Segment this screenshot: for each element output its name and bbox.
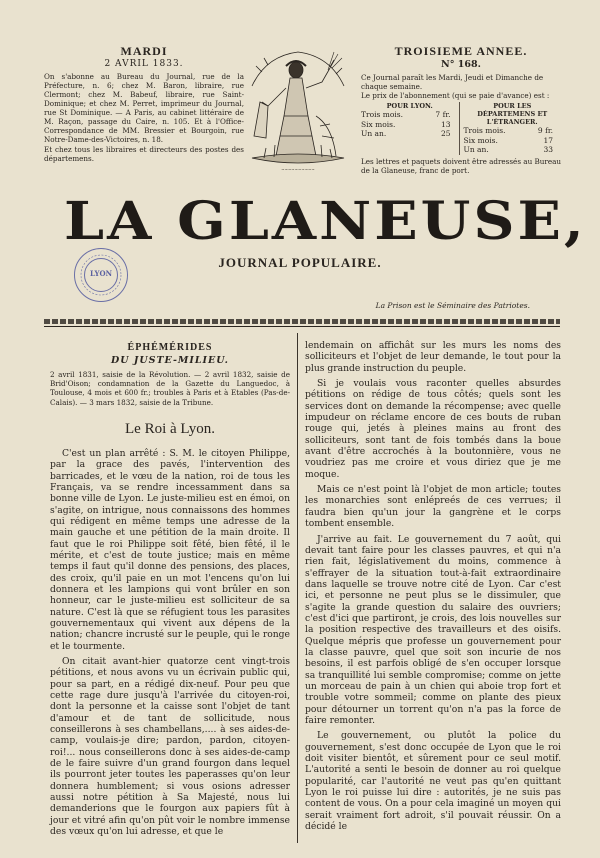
price-head-lyon: POUR LYON. <box>386 102 433 110</box>
ephemerides-subtitle: DU JUSTE-MILIEU. <box>111 355 229 366</box>
article-title: Le Roi à Lyon. <box>125 420 215 437</box>
price-column-departements <box>459 102 562 155</box>
article-body-right <box>305 340 561 832</box>
ornamental-rule <box>44 319 560 324</box>
price-intro: Le prix de l'abonnement (qui se paie d'avance) est : <box>361 91 550 100</box>
article-paragraph: Mais ce n'est point là l'objet de mon article; toutes les monarchies sont enlépreés de ces verrues; il faudra bien qu'un jour la gangrène et le corps tombent ensemble. <box>305 484 561 530</box>
price-column-lyon <box>361 102 459 155</box>
header-left <box>44 44 244 163</box>
article-paragraph: lendemain on affichât sur les murs les noms des solliciteurs et l'objet de leur demande, le tout pour la plus grande instruction du peuple. <box>305 340 561 374</box>
issue-year: TROISIEME ANNEE. <box>394 44 528 58</box>
price-head-departements: POUR LES DÉPARTEMENS ET L'ÉTRANGER. <box>477 102 548 126</box>
price-row: Un an. 25 <box>361 129 451 138</box>
right-column <box>305 340 561 836</box>
header-right <box>361 44 561 175</box>
column-divider <box>297 333 298 843</box>
svg-text:~~~~~~~~~~: ~~~~~~~~~~ <box>281 167 315 172</box>
library-stamp <box>74 248 128 302</box>
article-paragraph: Le gouvernement, ou plutôt la police du gouvernement, s'est donc occupée de Lyon que le roi doit visiter bientôt, et sûrement pour ce seul motif. L'autorité a senti le besoin de donner au roi quelque popularité, car l'autorité ne veut pas qu'en quittant Lyon le roi puisse lui dire : autorités, je ne suis pas content de vous. On a pour cela imaginé un moyen qui serait vraiment fort adroit, s'il pouvait réussir. On a décidé le <box>305 730 561 833</box>
issue-number: N° 168. <box>441 59 481 70</box>
publication-schedule: Ce Journal paraît les Mardi, Jeudi et Dimanche de chaque semaine. <box>361 73 544 91</box>
newspaper-title: LA GLANEUSE, <box>64 190 587 252</box>
price-row: Six mois. 17 <box>463 135 553 145</box>
article-body-left <box>50 448 290 838</box>
article-paragraph: On citait avant-hier quatorze cent vingt-trois pétitions, et nous avons vu un écrivain public qui, pour sa part, en a rédigé dix-neuf. Pour peu que cette rage dure jusqu'à l'arrivée du citoyen-roi, dont la personne et la caisse sont l'objet de tant d'amour et de tant de sollicitude, nous conseillerons à ses chambellans,.... à ses aides-de-camp, voulais-je dire; pardon, pardon, citoyen-roi!... nous conseillerons donc à ses aides-de-camp de le faire suivre d'un grand fourgon dans lequel ils pourront jeter toutes les paperasses qu'on leur donnera humblement; si vous osions adresser aussi notre pétition à Sa Majesté, nous lui demanderions que le fourgon aux papiers fût à jour et vitré afin qu'on pût voir le nombre immense des vœux qu'on lui adresse, et que le <box>50 656 290 838</box>
gleaner-vignette-illustration <box>246 46 350 174</box>
price-row: Trois mois. 9 fr. <box>463 126 553 135</box>
divider-line <box>44 326 560 327</box>
price-row: Un an. 33 <box>463 145 553 154</box>
ephemerides-text: 2 avril 1831, saisie de la Révolution. — 2 avril 1832, saisie de Brid'Oison; condamnation de la Gazette du Languedoc, à Toulouse, 4 mois et 600 fr.; troubles à Paris et à Etables (Pas-de-Calais). — 3 mars 1832, saisie de la Tribune. <box>50 370 290 407</box>
issue-day: MARDI <box>120 44 168 58</box>
newspaper-subtitle: JOURNAL POPULAIRE. <box>218 255 382 270</box>
article-paragraph: Si je voulais vous raconter quelles absurdes pétitions on rédige de tous côtés; quels sont les services dont on demande la récompense; avec quelle impudeur on réclame encore de ces bouts de ruban rouge qui, jetés à pleines mains au front des solliciteurs, sont tant de fois tombés dans la boue avant d'être accrochés à la boutonnière, vous ne voudriez pas me croire et vous diriez que je me moque. <box>305 378 561 480</box>
ephemerides-title: ÉPHÉMÉRIDES <box>127 342 213 353</box>
article-paragraph: C'est un plan arrêté : S. M. le citoyen Philippe, par la grace des pavés, l'intervention des barricades, et le vœu de la nation, roi de tous les Français, va se rendre incessamment dans sa bonne ville de Lyon. Le juste-milieu est en émoi, on s'agite, on intrigue, nous connaissons des hommes qui rédigent en même temps une adresse de la main gauche et une pétition de la main droite. Il faut que le roi Philippe soit fêté, bien fêté, il le mérite, et c'est de toute justice; mais en même temps il faut qu'il donne des pensions, des places, des croix, qu'il paie en un mot l'encens qu'on lui donnera et les lampions qui vont brûler en son honneur, car le juste-milieu est solliciteur de sa nature. C'est là que se réfugient tous les parasites gouvernementaux qui vivent aux dépens de la nation; chancre incrusté sur le peuple, qui le ronge et le tourmente. <box>50 447 290 652</box>
stamp-text: LYON <box>90 269 112 278</box>
left-column <box>50 342 290 842</box>
price-row: Trois mois. 7 fr. <box>361 110 451 119</box>
price-row: Six mois. 13 <box>361 119 451 129</box>
issue-date: 2 AVRIL 1833. <box>104 59 184 69</box>
booksellers-info: Et chez tous les libraires et directeurs des postes des départemens. <box>44 145 244 163</box>
price-table <box>361 102 561 155</box>
article-paragraph: J'arrive au fait. Le gouvernement du 7 août, qui devait tant faire pour les classes pauvres, et qui n'a rien fait, législativement du moins, commence à s'effrayer de la situation tout-à-fait extraordinaire dans laquelle se trouve notre cité de Lyon. Car c'est ici, et personne ne peut plus se le dissimuler, que s'agite la grande question du salaire des ouvriers; c'est d'ici que partiront, je crois, des lois nouvelles sur la position respective des travailleurs et des oisifs. Quelque mépris que professe un gouvernement pour la classe pauvre, quel que soit son incurie de nos besoins, il est parfois obligé de s'en occuper lorsque sa tranquillité lui semble compromise; comme on jette un morceau de pain à un chien qui aboie trop fort et trouble votre sommeil; comme on plante des pieux pour détourner un torrent qu'on n'a pas la force de faire remonter. <box>305 533 561 726</box>
letters-notice: Les lettres et paquets doivent être adressés au Bureau de la Glaneuse, franc de port. <box>361 156 562 175</box>
newspaper-motto: La Prison est le Séminaire des Patriotes. <box>375 301 530 310</box>
subscription-info: On s'abonne au Bureau du Journal, rue de la Préfecture, n. 6; chez M. Baron, libraire, rue Clermont; chez M. Babeuf, libraire, rue Saint-Dominique; et chez M. Perret, imprimeur du Journal, rue St Dominique. — A Paris, au cabinet littéraire de M. Raçon, passage du Caire, n. 105. Et à l'Office-Correspondance de MM. Bressier et Bourgoin, rue Notre-Dame-des-Victoires, n. 18. <box>44 72 244 144</box>
